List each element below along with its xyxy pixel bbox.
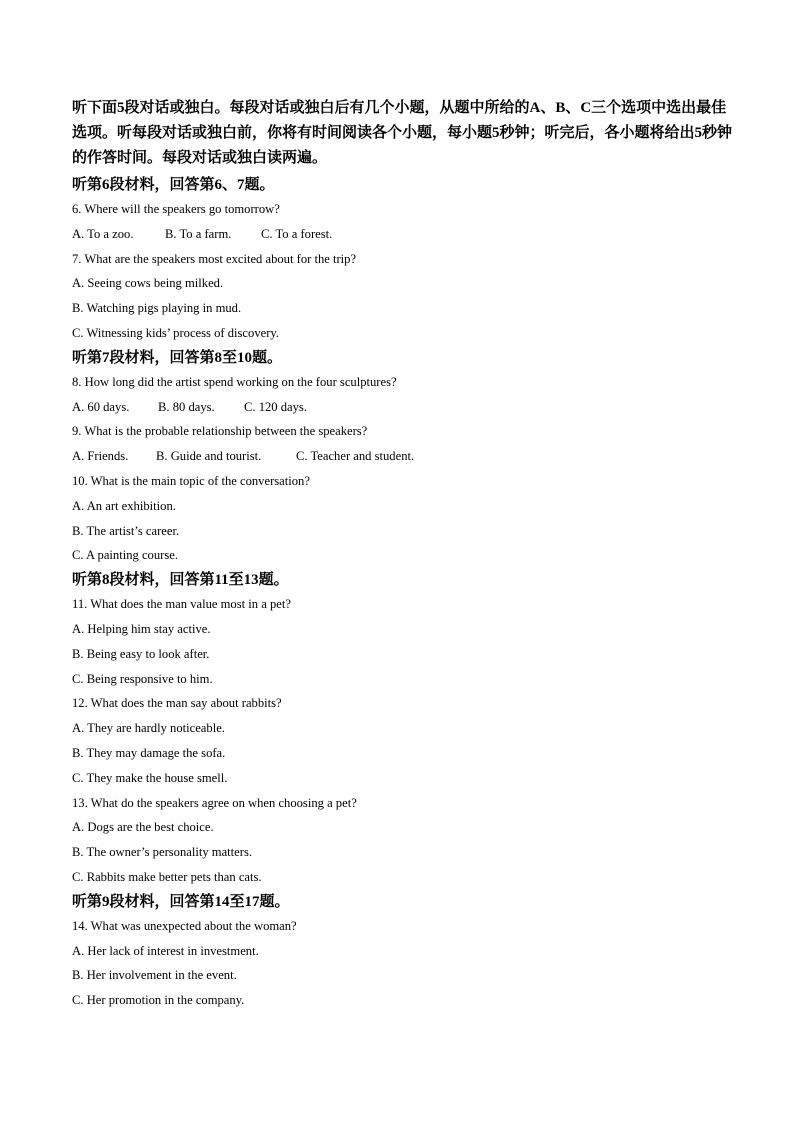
question-8: 8. How long did the artist spend working on the four sculptures? <box>72 374 397 389</box>
option-b: B. The artist’s career. <box>72 523 180 538</box>
option-a: A. To a zoo. <box>72 226 134 241</box>
options-row <box>72 444 732 469</box>
option-a: A. Dogs are the best choice. <box>72 820 214 835</box>
option-c: C. To a forest. <box>261 226 333 241</box>
option-c: C. Rabbits make better pets than cats. <box>72 869 262 884</box>
option-a: A. 60 days. <box>72 399 130 414</box>
section-heading: 听第8段材料，回答第11至13题。 <box>72 572 289 589</box>
question-12: 12. What does the man say about rabbits? <box>72 696 282 711</box>
question-10: 10. What is the main topic of the conversation? <box>72 473 310 488</box>
section-heading: 听第7段材料，回答第8至10题。 <box>72 349 283 366</box>
question-13: 13. What do the speakers agree on when choosing a pet? <box>72 795 357 810</box>
option-c: C. They make the house smell. <box>72 770 228 785</box>
instructions-paragraph: 听下面5段对话或独白。每段对话或独白后有几个小题，从题中所给的A、B、C三个选项中选出最佳选项。听每段对话或独白前，你将有时间阅读各个小题，每小题5秒钟；听完后，各小题将给出5秒钟的作答时间。每段对话或独白读两遍。 <box>72 100 733 166</box>
option-c: C. 120 days. <box>244 399 307 414</box>
question-6: 6. Where will the speakers go tomorrow? <box>72 202 280 216</box>
option-c: C. Being responsive to him. <box>72 671 213 686</box>
question-9: 9. What is the probable relationship between the speakers? <box>72 424 368 439</box>
section-heading: 听第9段材料，回答第14至17题。 <box>72 893 290 910</box>
section-heading: 听第6段材料，回答第6、7题。 <box>72 177 275 193</box>
option-b: B. To a farm. <box>165 226 232 241</box>
option-a: A. Friends. <box>72 449 129 464</box>
option-b: B. Guide and tourist. <box>156 449 262 464</box>
option-a: A. Seeing cows being milked. <box>72 276 224 291</box>
exam-page <box>72 96 732 1013</box>
question-11: 11. What does the man value most in a pet? <box>72 597 291 612</box>
option-c: C. Teacher and student. <box>296 449 415 464</box>
option-b: B. They may damage the sofa. <box>72 745 226 760</box>
option-c: C. Witnessing kids’ process of discovery. <box>72 325 280 340</box>
option-c: C. A painting course. <box>72 548 178 563</box>
option-b: B. Being easy to look after. <box>72 646 210 661</box>
option-a: A. They are hardly noticeable. <box>72 721 225 736</box>
option-b: B. 80 days. <box>158 399 215 414</box>
option-a: A. Helping him stay active. <box>72 621 211 636</box>
question-14: 14. What was unexpected about the woman? <box>72 918 297 933</box>
option-c: C. Her promotion in the company. <box>72 993 245 1008</box>
options-row <box>72 222 732 247</box>
option-a: A. An art exhibition. <box>72 498 176 513</box>
option-b: B. The owner’s personality matters. <box>72 845 253 860</box>
options-row <box>72 395 732 420</box>
option-b: B. Watching pigs playing in mud. <box>72 301 242 316</box>
question-7: 7. What are the speakers most excited about for the trip? <box>72 251 357 266</box>
option-b: B. Her involvement in the event. <box>72 968 237 983</box>
option-a: A. Her lack of interest in investment. <box>72 943 259 958</box>
